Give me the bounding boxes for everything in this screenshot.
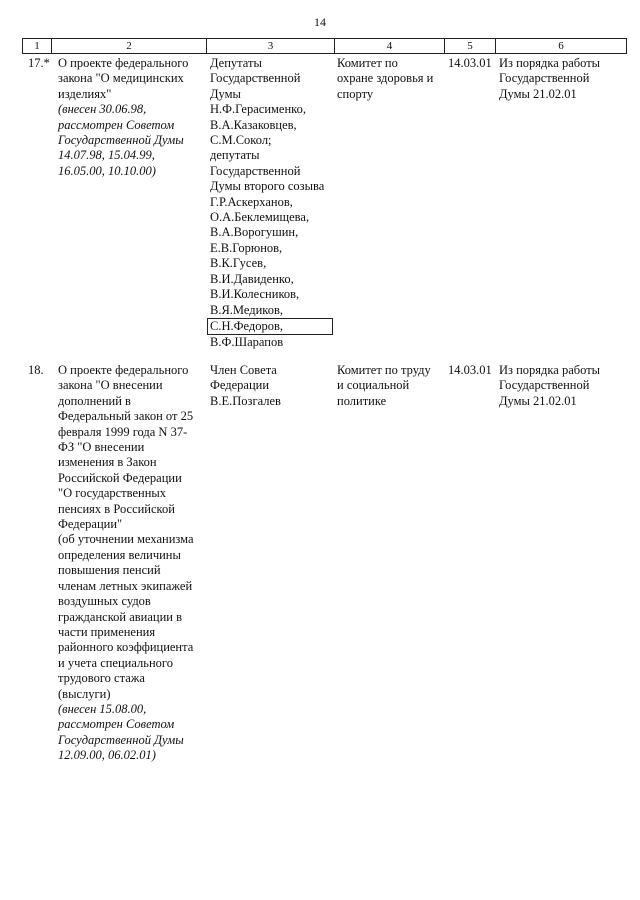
title-line: пенсиях в Российской <box>58 501 175 516</box>
title-line: определения величины <box>58 547 181 562</box>
status-line: Государственной <box>499 378 590 393</box>
title-line: О проекте федерального <box>58 56 189 70</box>
header-col-2: 2 <box>52 39 207 53</box>
author-line: Думы второго созыва <box>210 179 325 194</box>
author-line: С.М.Сокол; <box>210 133 272 148</box>
committee-line: политике <box>337 393 387 408</box>
status-line: Из порядка работы <box>499 56 601 70</box>
author-line: Государственной <box>210 163 301 178</box>
page-number: 14 <box>314 15 326 29</box>
header-col-6: 6 <box>558 40 564 52</box>
header-col-1: 1 <box>23 39 52 53</box>
author-line: депутаты <box>210 148 260 163</box>
author-line: Депутаты <box>210 56 262 70</box>
title-line: и учета специального <box>58 655 173 670</box>
author-line: В.И.Давиденко, <box>210 271 294 286</box>
title-line: изделиях" <box>58 86 112 101</box>
title-line: (об уточнении механизма <box>58 532 194 547</box>
author-line: Е.В.Горюнов, <box>210 240 283 255</box>
bill-title <box>58 56 208 179</box>
note-line: (внесен 30.06.98, <box>58 102 147 117</box>
author-line: В.А.Казаковцев, <box>210 117 297 132</box>
committee-line: Комитет по <box>337 56 398 70</box>
header-col-5: 5 <box>445 39 496 53</box>
status-line: Из порядка работы <box>499 363 601 377</box>
committee <box>337 56 445 102</box>
status <box>499 56 624 102</box>
note-line: рассмотрен Советом <box>58 717 175 732</box>
date: 14.03.01 <box>448 56 492 70</box>
title-line: воздушных судов <box>58 594 151 609</box>
title-line: "О государственных <box>58 486 167 501</box>
title-line: районного коэффициента <box>58 640 194 655</box>
title-line: закона "О внесении <box>58 378 163 393</box>
header-col-4: 4 <box>335 39 445 53</box>
note-line: (внесен 15.08.00, <box>58 701 147 716</box>
row-number: 17.* <box>28 56 50 70</box>
bill-authors <box>210 56 334 351</box>
title-line: трудового стажа <box>58 671 145 686</box>
author-line: В.А.Ворогушин, <box>210 225 299 240</box>
committee-line: и социальной <box>337 378 410 393</box>
author-line: Федерации <box>210 378 270 393</box>
title-line: Федеральный закон от 25 <box>58 409 194 424</box>
author-line: В.И.Колесников, <box>210 287 300 302</box>
title-line: части применения <box>58 624 156 639</box>
title-line: февраля 1999 года N 37- <box>58 424 188 439</box>
author-line: В.Ф.Шарапов <box>210 335 284 350</box>
author-line: О.А.Беклемищева, <box>210 210 310 225</box>
status-line: Думы 21.02.01 <box>499 393 577 408</box>
note-line: Государственной Думы <box>58 732 184 747</box>
date: 14.03.01 <box>448 363 492 377</box>
author-line: В.Е.Позгалев <box>210 393 281 408</box>
note-line: 14.07.98, 15.04.99, <box>58 148 155 163</box>
author-line: Член Совета <box>210 363 277 377</box>
author-line: Н.Ф.Герасименко, <box>210 102 306 117</box>
bill-title <box>58 363 208 764</box>
committee-line: Комитет по труду <box>337 363 431 377</box>
note-line: Государственной Думы <box>58 133 184 148</box>
author-line: В.К.Гусев, <box>210 256 267 271</box>
author-line: Г.Р.Аскерханов, <box>210 194 293 209</box>
committee-line: охране здоровья и <box>337 71 434 86</box>
title-line: членам летных экипажей <box>58 578 193 593</box>
title-line: гражданской авиации в <box>58 609 182 624</box>
committee-line: спорту <box>337 86 374 101</box>
title-line: изменения в Закон <box>58 455 157 470</box>
author-line: Государственной <box>210 71 301 86</box>
note-line: рассмотрен Советом <box>58 117 175 132</box>
row-number: 18. <box>28 363 44 377</box>
highlighted-author: С.Н.Федоров, <box>207 318 333 335</box>
title-line: повышения пенсий <box>58 563 161 578</box>
status-line: Думы 21.02.01 <box>499 86 577 101</box>
note-line: 16.05.00, 10.10.00) <box>58 163 156 178</box>
committee <box>337 363 445 409</box>
title-line: (выслуги) <box>58 686 111 701</box>
author-line: В.Я.Медиков, <box>210 302 284 317</box>
author-line: Думы <box>210 86 241 101</box>
status <box>499 363 624 409</box>
note-line: 12.09.00, 06.02.01) <box>58 748 156 763</box>
bill-authors <box>210 363 334 409</box>
title-line: Российской Федерации <box>58 470 182 485</box>
status-line: Государственной <box>499 71 590 86</box>
title-line: дополнений в <box>58 393 131 408</box>
table-header <box>22 38 627 54</box>
title-line: ФЗ "О внесении <box>58 440 145 455</box>
title-line: Федерации" <box>58 517 123 532</box>
header-col-3: 3 <box>207 39 335 53</box>
title-line: закона "О медицинских <box>58 71 184 86</box>
title-line: О проекте федерального <box>58 363 189 377</box>
